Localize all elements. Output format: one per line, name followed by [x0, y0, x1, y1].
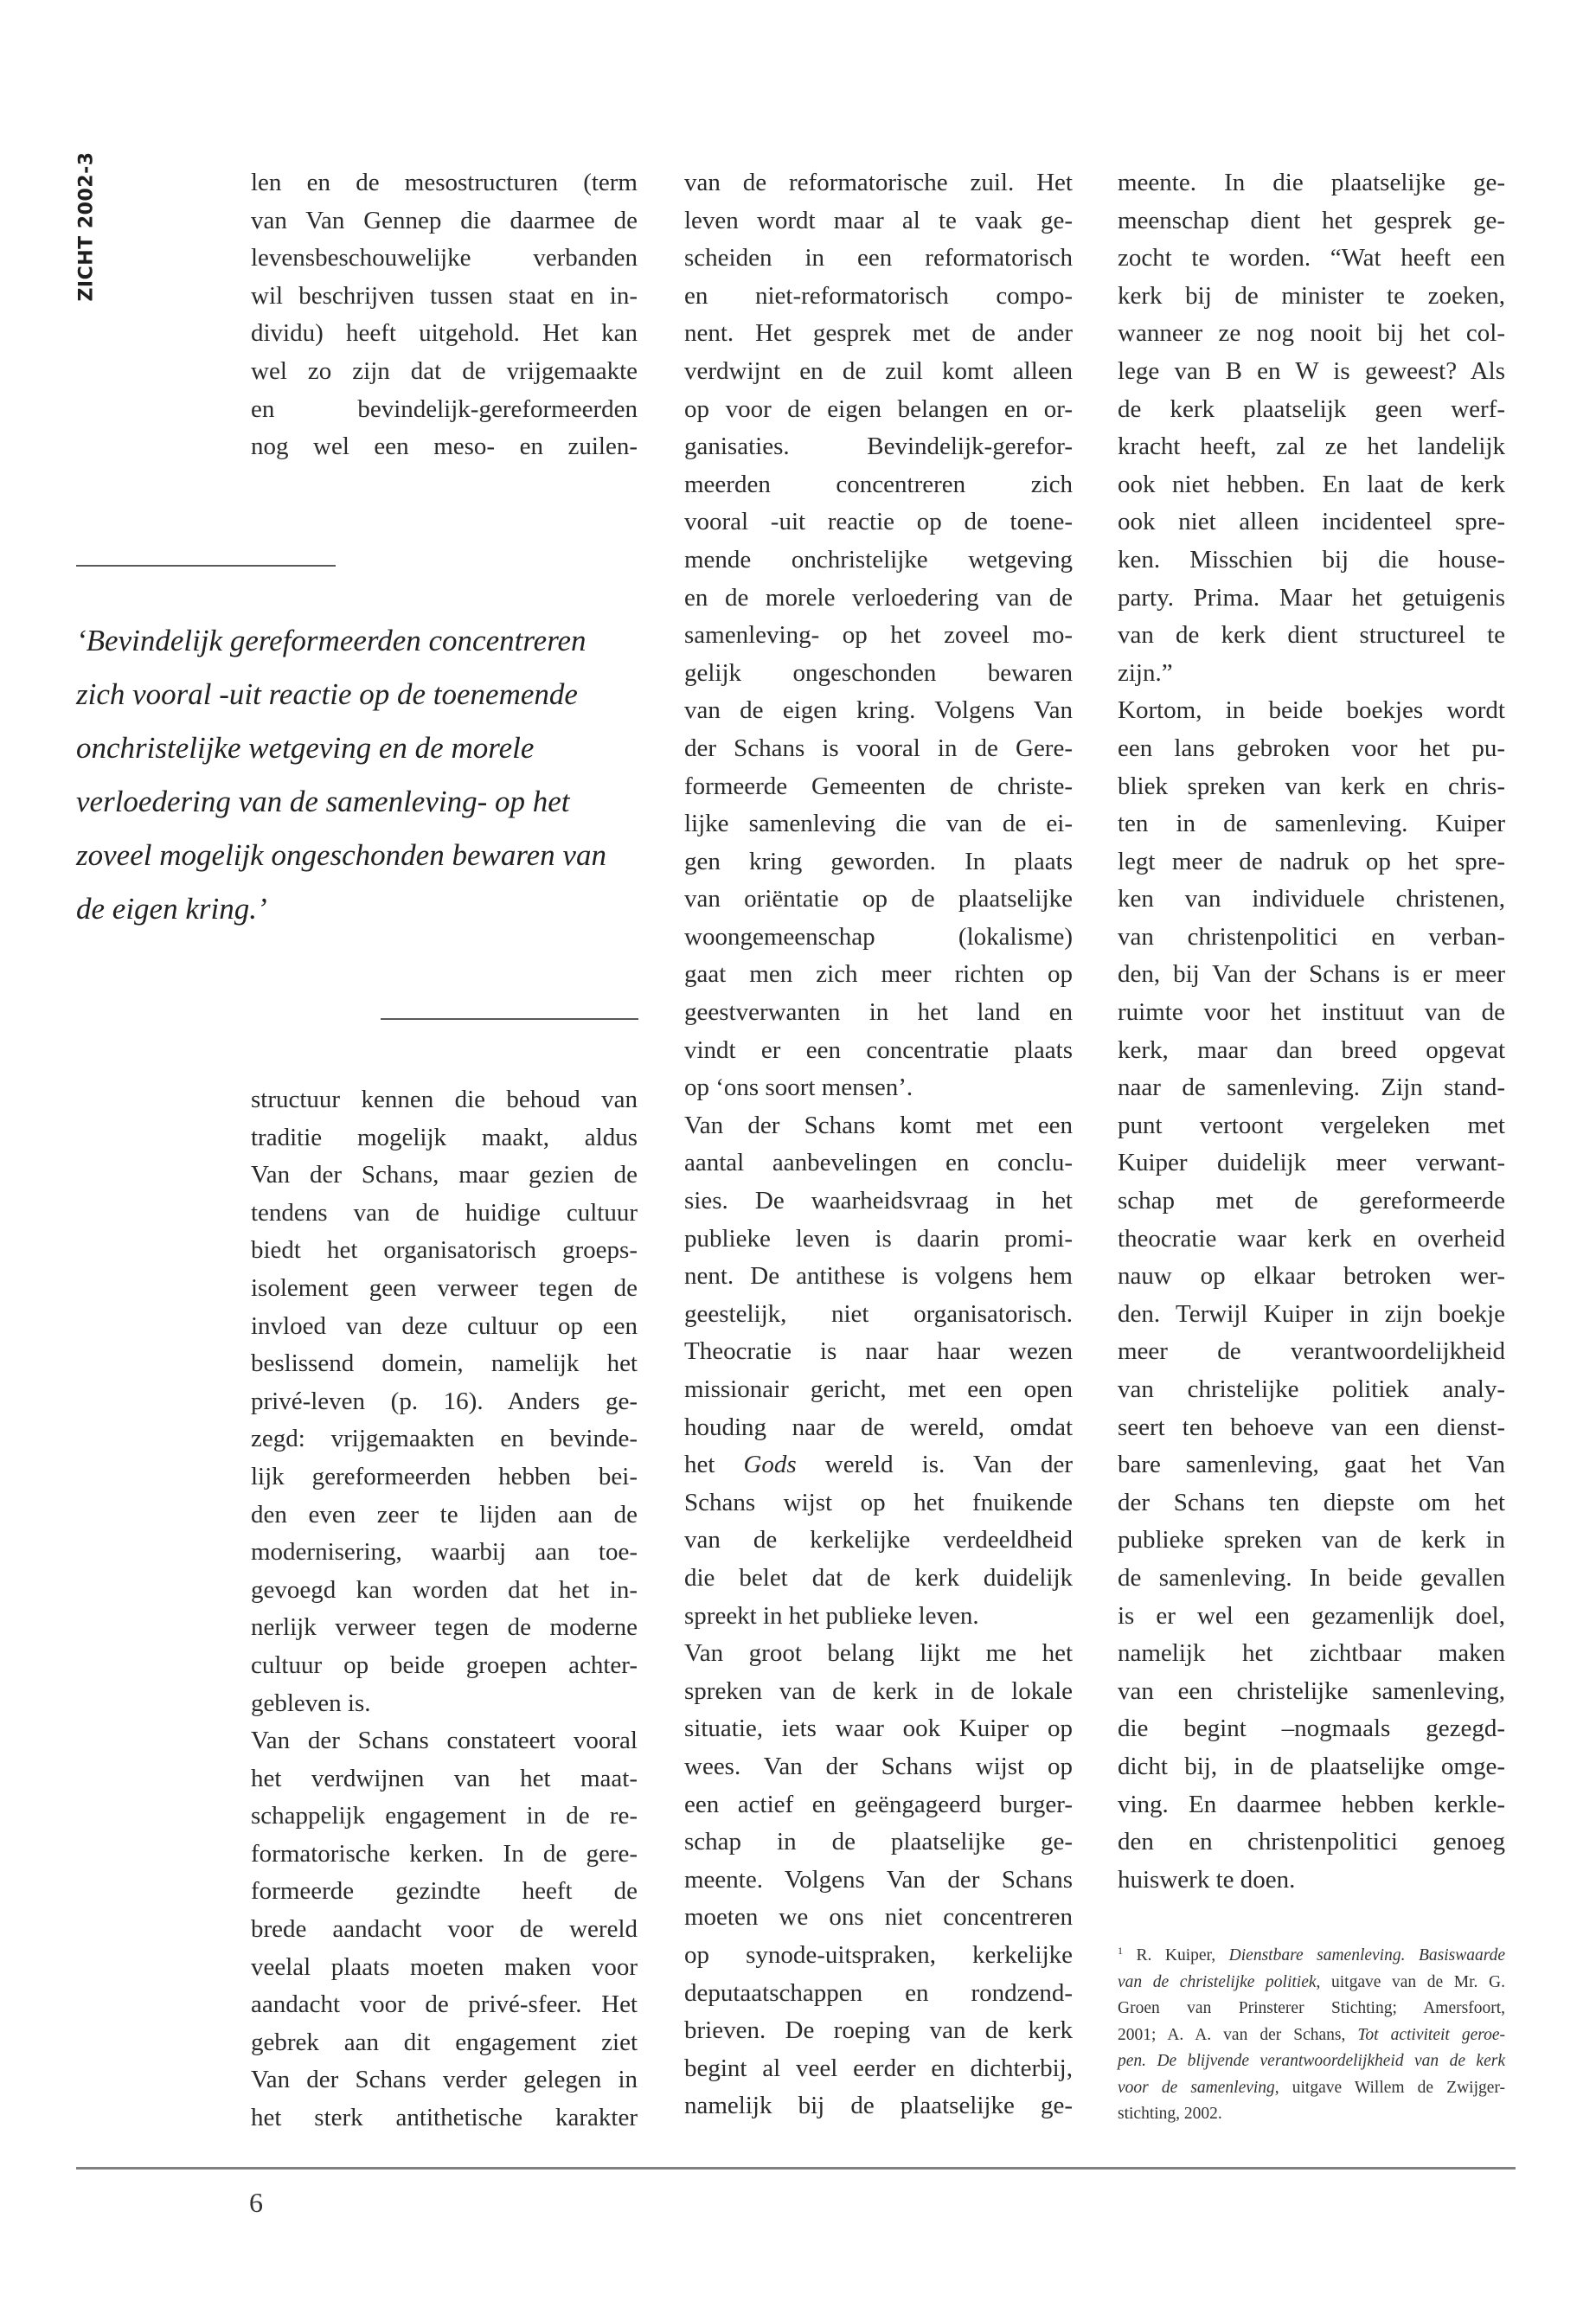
text-line: Van der Schans komt met een	[684, 1111, 1073, 1139]
text-line: den, bij Van der Schans is er meer	[1118, 960, 1505, 989]
text-line: Kortom, in beide boekjes wordt	[1118, 696, 1505, 725]
text-line: legt meer de nadruk op het spre-	[1118, 847, 1505, 875]
pull-quote-line: verloedering van de samenleving- op het	[76, 785, 570, 818]
text-line: den even zeer te lijden aan de	[251, 1500, 638, 1529]
text-line: lijke samenleving die van de ei-	[684, 810, 1073, 838]
text-line: tendens van de huidige cultuur	[251, 1198, 638, 1227]
text-line: bliek spreken van kerk en chris-	[1118, 772, 1505, 800]
text-line: het verdwijnen van het maat-	[251, 1764, 638, 1792]
footnote	[1118, 1938, 1505, 2128]
text-line: van de kerkelijke verdeeldheid	[684, 1526, 1073, 1554]
text-line: traditie mogelijk maakt, aldus	[251, 1123, 638, 1151]
text-line: cultuur op beide groepen achter-	[251, 1650, 638, 1679]
text-line: zijn.”	[1118, 658, 1173, 687]
text-line: is er wel een gezamenlijk doel,	[1118, 1601, 1505, 1630]
pull-quote-line: zich vooral -uit reactie op de toenemende	[76, 677, 578, 711]
text-line: en bevindelijk-gereformeerden	[251, 394, 638, 423]
footnote-line: van de christelijke politiek, uitgave van de Mr. G.	[1118, 1972, 1505, 1991]
pull-quote-top-rule	[76, 565, 336, 567]
text-line: en niet-reformatorisch compo-	[684, 281, 1073, 310]
text-line: der Schans ten diepste om het	[1118, 1488, 1505, 1516]
text-line: lege van B en W is geweest? Als	[1118, 356, 1505, 385]
text-line: ganisaties. Bevindelijk-gerefor-	[684, 433, 1073, 461]
footnote-line: Groen van Prinsterer Stichting; Amersfoort,	[1118, 1999, 1505, 2017]
text-line: mende onchristelijke wetgeving	[684, 545, 1073, 574]
text-line: huiswerk te doen.	[1118, 1865, 1296, 1894]
text-line: party. Prima. Maar het getuigenis	[1118, 583, 1505, 612]
text-line: aandacht voor de privé-sfeer. Het	[251, 1990, 638, 2019]
footnote-line: pen. De blijvende verantwoordelijkheid van de kerk	[1118, 2052, 1505, 2070]
text-line: Van der Schans constateert vooral	[251, 1727, 638, 1755]
text-line: kerk bij de minister te zoeken,	[1118, 281, 1505, 310]
text-line: een lans gebroken voor het pu-	[1118, 734, 1505, 762]
page-number: 6	[249, 2187, 263, 2218]
text-line: de kerk plaatselijk geen werf-	[1118, 394, 1505, 423]
text-line: publieke spreken van de kerk in	[1118, 1526, 1505, 1554]
text-line: privé-leven (p. 16). Anders ge-	[251, 1387, 638, 1415]
text-line: wil beschrijven tussen staat en in-	[251, 281, 638, 310]
text-line: van de eigen kring. Volgens Van	[684, 696, 1073, 725]
text-line: op ‘ons soort mensen’.	[684, 1074, 913, 1102]
column-1-top-text	[251, 164, 638, 466]
text-line: namelijk het zichtbaar maken	[1118, 1639, 1505, 1668]
text-line: kracht heeft, zal ze het landelijk	[1118, 433, 1505, 461]
text-line: missionair gericht, met een open	[684, 1375, 1073, 1403]
text-line: de samenleving. In beide gevallen	[1118, 1563, 1505, 1592]
text-line: van Van Gennep die daarmee de	[251, 206, 638, 234]
text-line: ruimte voor het instituut van de	[1118, 998, 1505, 1027]
footnote-marker: 1	[1118, 1945, 1123, 1957]
text-line: Van der Schans verder gelegen in	[251, 2066, 638, 2094]
footnote-line: voor de samenleving, uitgave Willem de Zwijger-	[1118, 2078, 1505, 2097]
column-3-text	[1118, 164, 1505, 1899]
text-line: namelijk bij de plaatselijke ge-	[684, 2092, 1073, 2120]
text-line: schappelijk engagement in de re-	[251, 1802, 638, 1830]
pull-quote-line: zoveel mogelijk ongeschonden bewaren van	[76, 838, 606, 872]
text-line: theocratie waar kerk en overheid	[1118, 1224, 1505, 1253]
column-1-bottom-text	[251, 1081, 638, 2138]
pull-quote-line: ‘Bevindelijk gereformeerden concentreren	[76, 624, 586, 657]
text-line: ken. Misschien bij die house-	[1118, 545, 1505, 574]
text-line: formeerde Gemeenten de christe-	[684, 772, 1073, 800]
journal-issue-label	[71, 151, 102, 302]
text-line: dicht bij, in de plaatselijke omge-	[1118, 1752, 1505, 1780]
text-line: van een christelijke samenleving,	[1118, 1676, 1505, 1705]
pull-quote	[76, 614, 664, 936]
text-line: wees. Van der Schans wijst op	[684, 1752, 1073, 1780]
text-line: Van groot belang lijkt me het	[684, 1639, 1073, 1668]
text-line: gaat men zich meer richten op	[684, 960, 1073, 989]
text-line: invloed van deze cultuur op een	[251, 1311, 638, 1340]
text-line: naar de samenleving. Zijn stand-	[1118, 1074, 1505, 1102]
text-line: dividu) heeft uitgehold. Het kan	[251, 319, 638, 348]
text-line: gen kring geworden. In plaats	[684, 847, 1073, 875]
text-line: wanneer ze nog nooit bij het col-	[1118, 319, 1505, 348]
text-line: op voor de eigen belangen en or-	[684, 394, 1073, 423]
text-line: meerden concentreren zich	[684, 470, 1073, 498]
footnote-line: $^1$ R. Kuiper, Dienstbare samenleving. Basiswaarde	[1118, 1945, 1506, 1965]
text-line: ving. En daarmee hebben kerkle-	[1118, 1790, 1505, 1818]
text-line: gebrek aan dit engagement ziet	[251, 2028, 638, 2056]
text-line: zocht te worden. “Wat heeft een	[1118, 244, 1505, 272]
footnote-line: 2001; A. A. van der Schans, Tot activiteit geroe-	[1118, 2025, 1505, 2044]
pull-quote-line: onchristelijke wetgeving en de morele	[76, 731, 535, 765]
text-line: deputaatschappen en rondzend-	[684, 1978, 1073, 2007]
text-line: schap met de gereformeerde	[1118, 1187, 1505, 1215]
column-2-text	[684, 164, 1073, 2125]
text-line: leven wordt maar al te vaak ge-	[684, 206, 1073, 234]
text-line: het sterk antithetische karakter	[251, 2104, 638, 2132]
text-line: die begint –nogmaals gezegd-	[1118, 1715, 1505, 1743]
text-line: aantal aanbevelingen en conclu-	[684, 1149, 1073, 1177]
text-line: publieke leven is daarin promi-	[684, 1224, 1073, 1253]
text-line: formatorische kerken. In de gere-	[251, 1839, 638, 1868]
text-line: len en de mesostructuren (term	[251, 169, 638, 196]
text-line: Van der Schans, maar gezien de	[251, 1161, 638, 1189]
text-line: die belet dat de kerk duidelijk	[684, 1563, 1073, 1592]
text-line: nog wel een meso- en zuilen-	[251, 433, 638, 461]
text-line: nerlijk verweer tegen de moderne	[251, 1613, 638, 1642]
text-line: geestverwanten in het land en	[684, 998, 1073, 1027]
text-line: samenleving- op het zoveel mo-	[684, 621, 1073, 650]
text-line: levensbeschouwelijke verbanden	[251, 244, 638, 272]
text-line: van christelijke politiek analy-	[1118, 1375, 1505, 1403]
text-line: een actief en geëngageerd burger-	[684, 1790, 1073, 1818]
text-line: nent. De antithese is volgens hem	[684, 1262, 1073, 1291]
text-line: sies. De waarheidsvraag in het	[684, 1187, 1073, 1215]
text-line: schap in de plaatselijke ge-	[684, 1828, 1073, 1856]
text-line: op synode-uitspraken, kerkelijke	[684, 1940, 1073, 1969]
text-line: den en christenpolitici genoeg	[1118, 1828, 1505, 1856]
text-line: brieven. De roeping van de kerk	[684, 2016, 1073, 2045]
text-line: woongemeenschap (lokalisme)	[684, 922, 1073, 951]
text-line: geestelijk, niet organisatorisch.	[684, 1299, 1073, 1328]
text-line: ook niet alleen incidenteel spre-	[1118, 508, 1505, 536]
text-line: zegd: vrijgemaakten en bevinde-	[251, 1425, 638, 1453]
text-line: wel zo zijn dat de vrijgemaakte	[251, 356, 638, 385]
text-line: houding naar de wereld, omdat	[684, 1413, 1073, 1441]
text-line: gevoegd kan worden dat het in-	[251, 1575, 638, 1604]
text-line: spreken van de kerk in de lokale	[684, 1676, 1073, 1705]
text-line: meente. In die plaatselijke ge-	[1118, 169, 1505, 196]
text-line: punt vertoont vergeleken met	[1118, 1111, 1505, 1139]
text-line: ten in de samenleving. Kuiper	[1118, 810, 1505, 838]
text-line: Schans wijst op het fnuikende	[684, 1488, 1073, 1516]
footer-rule	[76, 2167, 1516, 2170]
text-line: gelijk ongeschonden bewaren	[684, 658, 1073, 687]
text-line: veelal plaats moeten maken voor	[251, 1952, 638, 1981]
pull-quote-line: de eigen kring.’	[76, 892, 267, 926]
text-line: beslissend domein, namelijk het	[251, 1349, 638, 1378]
text-line: seert ten behoeve van een dienst-	[1118, 1413, 1505, 1441]
text-line: verdwijnt en de zuil komt alleen	[684, 356, 1073, 385]
text-line: formeerde gezindte heeft de	[251, 1877, 638, 1906]
text-line: meente. Volgens Van der Schans	[684, 1865, 1073, 1894]
text-line: van christenpolitici en verban-	[1118, 922, 1505, 951]
text-line: structuur kennen die behoud van	[251, 1086, 638, 1113]
footnote-line: stichting, 2002.	[1118, 2105, 1222, 2123]
pull-quote-bottom-rule	[381, 1018, 638, 1020]
text-line: begint al veel eerder en dichterbij,	[684, 2054, 1073, 2082]
text-line: modernisering, waarbij aan toe-	[251, 1538, 638, 1567]
text-line: vindt er een concentratie plaats	[684, 1035, 1073, 1064]
text-line: Kuiper duidelijk meer verwant-	[1118, 1149, 1505, 1177]
text-line: het Gods wereld is. Van der	[684, 1451, 1073, 1479]
text-line: ken van individuele christenen,	[1118, 885, 1505, 913]
text-line: biedt het organisatorisch groeps-	[251, 1236, 638, 1265]
text-line: kerk, maar dan breed opgevat	[1118, 1035, 1505, 1064]
text-line: vooral -uit reactie op de toene-	[684, 508, 1073, 536]
text-line: scheiden in een reformatorisch	[684, 244, 1073, 272]
text-line: Theocratie is naar haar wezen	[684, 1337, 1073, 1366]
journal-issue-text: ZICHT 2002-3	[75, 151, 98, 302]
text-line: lijk gereformeerden hebben bei-	[251, 1462, 638, 1490]
text-line: isolement geen verweer tegen de	[251, 1273, 638, 1302]
text-line: nauw op elkaar betroken wer-	[1118, 1262, 1505, 1291]
text-line: van oriëntatie op de plaatselijke	[684, 885, 1073, 913]
text-line: ook niet hebben. En laat de kerk	[1118, 470, 1505, 498]
text-line: den. Terwijl Kuiper in zijn boekje	[1118, 1299, 1505, 1328]
text-line: en de morele verloedering van de	[684, 583, 1073, 612]
text-line: meer de verantwoordelijkheid	[1118, 1337, 1505, 1366]
text-line: brede aandacht voor de wereld	[251, 1915, 638, 1944]
text-line: van de kerk dient structureel te	[1118, 621, 1505, 650]
text-line: spreekt in het publieke leven.	[684, 1601, 979, 1630]
text-line: meenschap dient het gesprek ge-	[1118, 206, 1505, 234]
text-line: van de reformatorische zuil. Het	[684, 169, 1073, 196]
text-line: der Schans is vooral in de Gere-	[684, 734, 1073, 762]
text-line: nent. Het gesprek met de ander	[684, 319, 1073, 348]
text-line: gebleven is.	[251, 1689, 371, 1717]
text-line: bare samenleving, gaat het Van	[1118, 1451, 1505, 1479]
text-line: moeten we ons niet concentreren	[684, 1903, 1073, 1932]
text-line: situatie, iets waar ook Kuiper op	[684, 1715, 1073, 1743]
